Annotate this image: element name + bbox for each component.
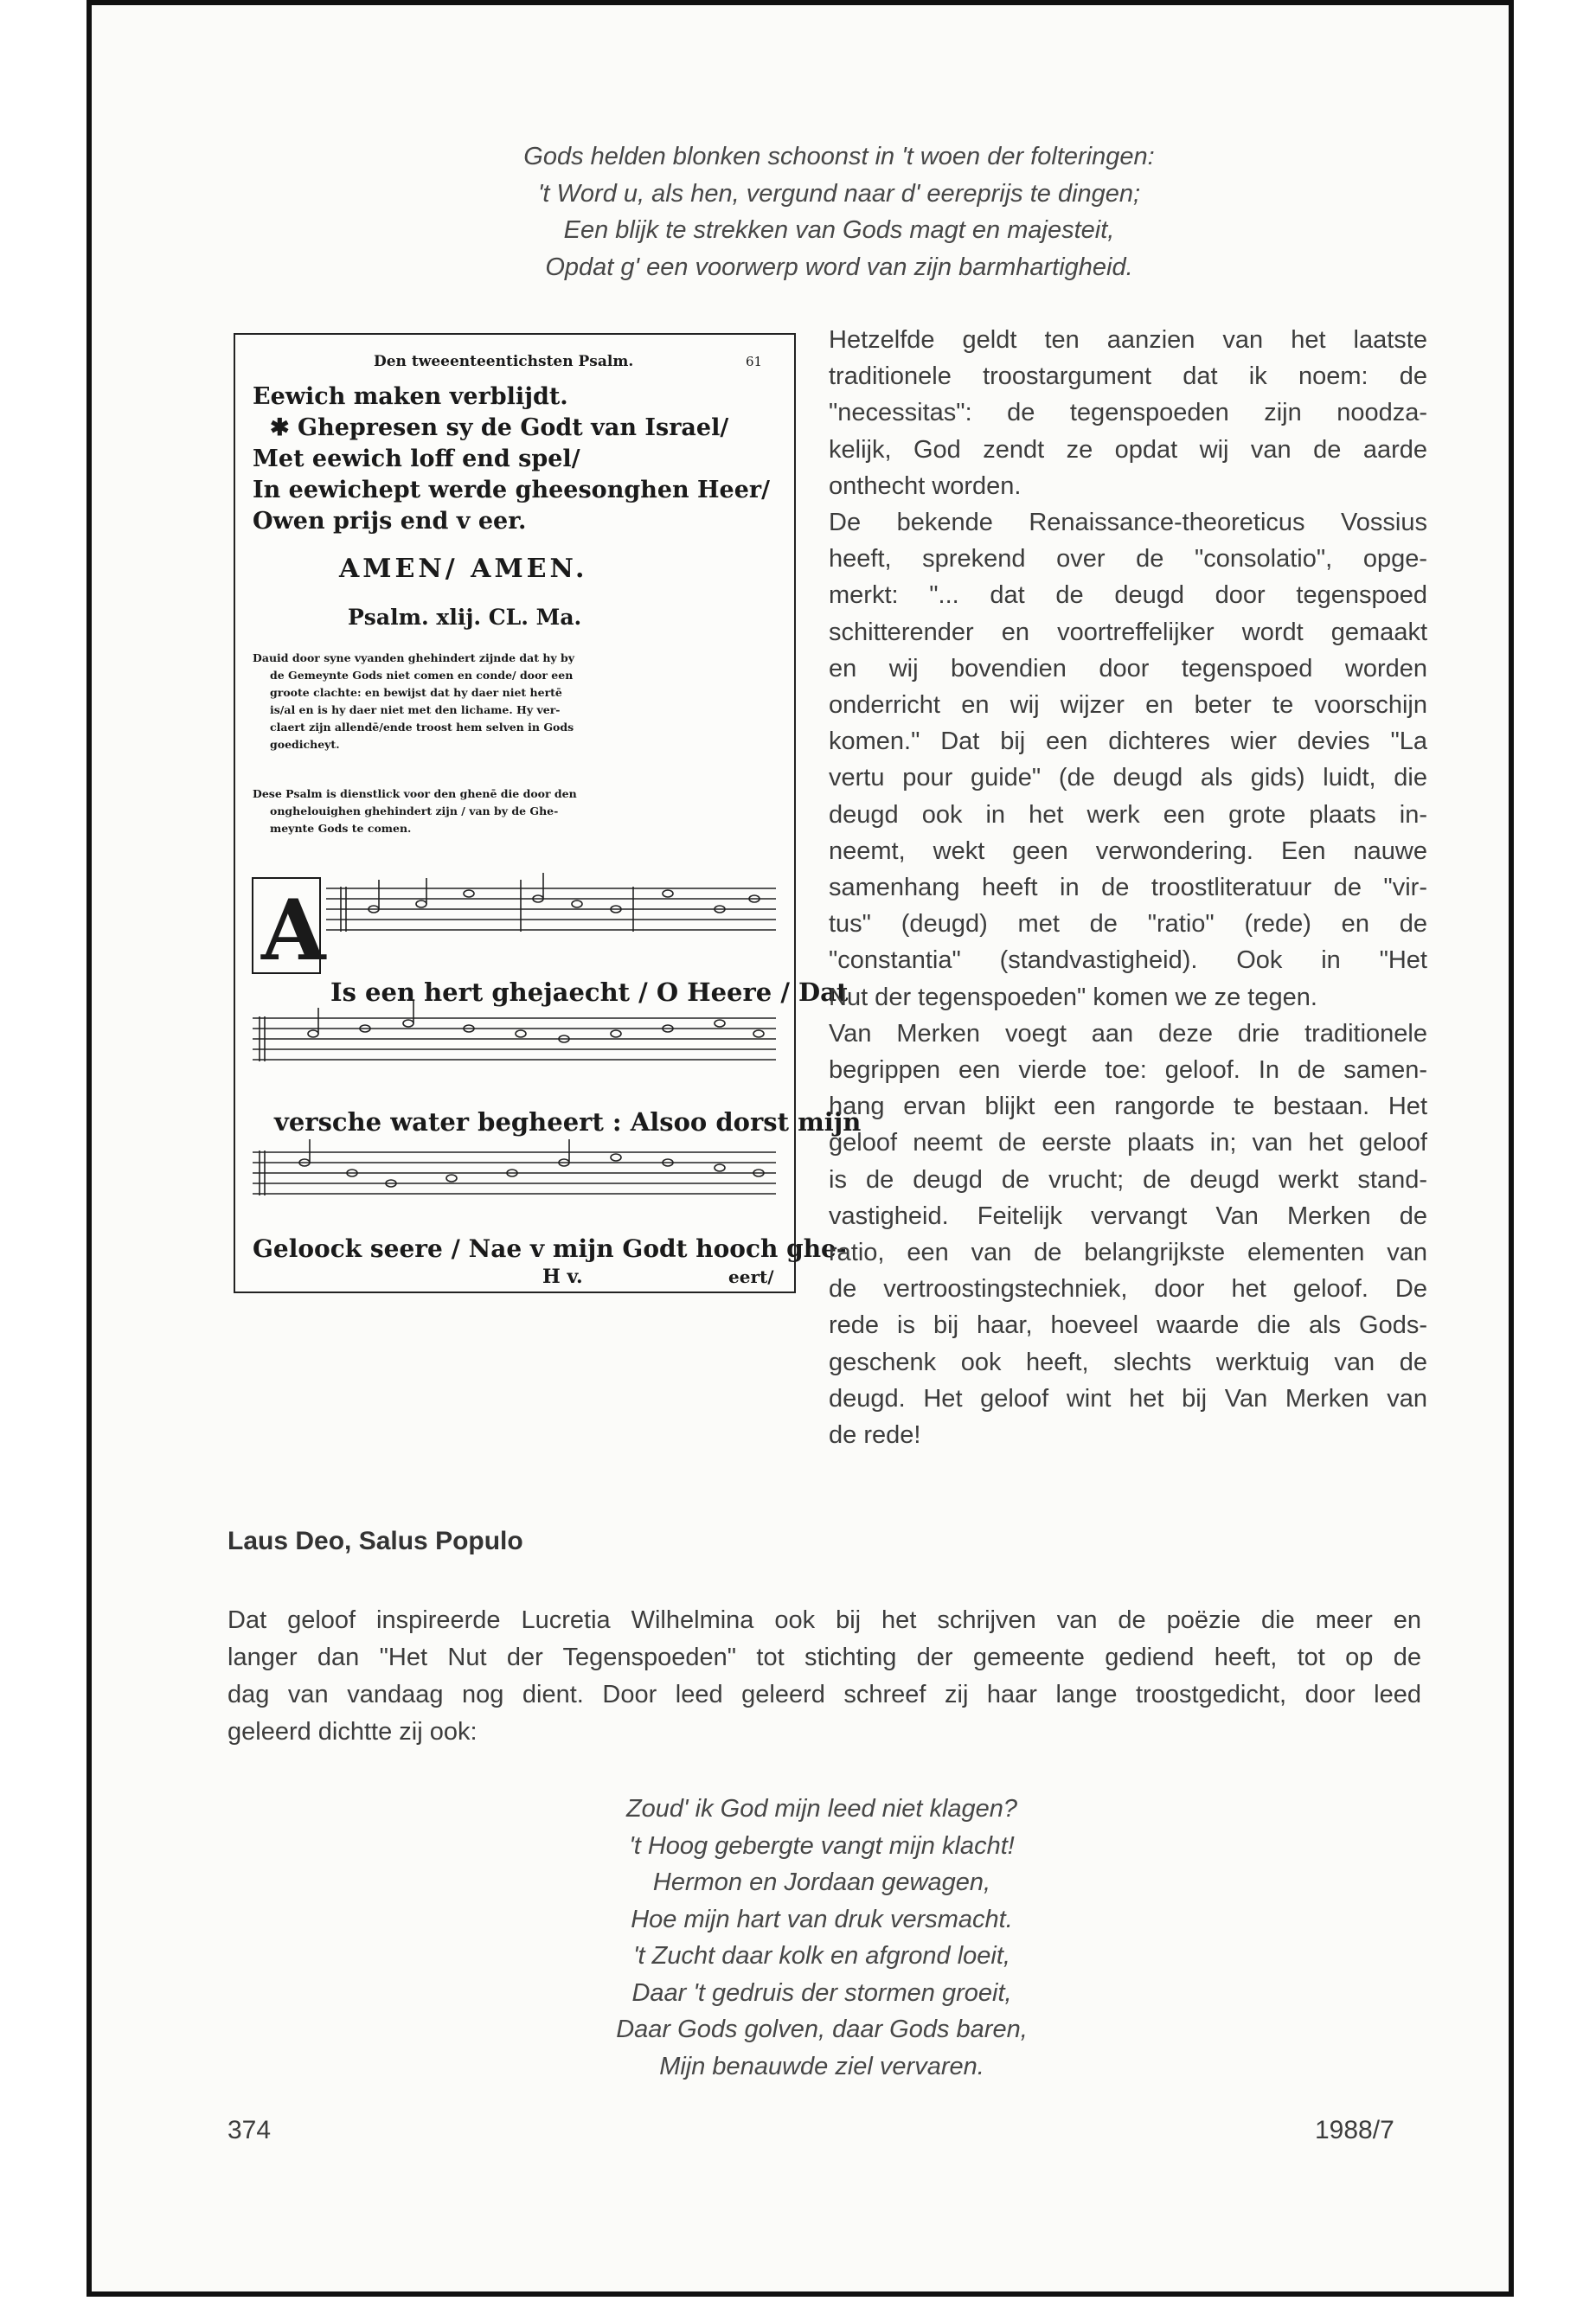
text-line: tus" (deugd) met de "ratio" (rede) en de — [829, 910, 1427, 939]
verse-line: 't Word u, als hen, vergund naar d' eereprijs te dingen; — [537, 179, 1141, 208]
text-line: heeft, sprekend over de "consolatio", opge- — [829, 545, 1427, 574]
music-notes — [369, 873, 760, 913]
facsimile-argument-line: goedicheyt. — [270, 738, 340, 751]
facsimile-argument-line: de Gemeynte Gods niet comen en conde/ door een — [270, 669, 574, 682]
page-number: 374 — [228, 2116, 272, 2144]
facsimile-argument-line: claert zijn allendē/ende troost hem selven in Gods — [270, 721, 574, 734]
text-line: onthecht worden. — [829, 471, 1022, 500]
verse-line: Hermon en Jordaan gewagen, — [652, 1868, 991, 1896]
text-line: Hetzelfde geldt ten aanzien van het laatste — [829, 326, 1427, 354]
facsimile-argument-line: Dauid door syne vyanden ghehindert zijnde dat hy by — [253, 651, 575, 664]
text-line: samenhang heeft in de troostliteratuur de "vir- — [829, 874, 1427, 902]
text-line: vertu pour guide" (de deugd als gids) luidt, die — [829, 764, 1427, 792]
text-line: neemt, wekt geen verwondering. Een nauwe — [829, 836, 1427, 865]
decorated-initial — [253, 878, 327, 979]
text-line: hang ervan blijkt een rangorde te bestaan. Het — [829, 1093, 1427, 1121]
facsimile-page-number: 61 — [746, 354, 763, 369]
opening-verse — [363, 138, 1315, 285]
initial-letter: A — [261, 881, 326, 979]
facsimile-amen: AMEN/ AMEN. — [339, 554, 588, 584]
text-line: schitterender en voortreffelijker wordt gemaakt — [829, 618, 1427, 646]
facsimile-argument-line: Dese Psalm is dienstlick voor den ghenē die door den — [253, 787, 577, 800]
text-line: Dat geloof inspireerde Lucretia Wilhelmina ook bij het schrijven van de poëzie die meer en — [228, 1606, 1421, 1634]
verse-line: Een blijk te strekken van Gods magt en majesteit, — [563, 216, 1115, 244]
psalm-facsimile — [234, 333, 862, 1293]
text-line: de vertroostingstechniek, door het geloof. De — [829, 1275, 1427, 1304]
facsimile-line: In eewichept werde gheesonghen Heer/ — [253, 477, 770, 503]
verse-line: Zoud' ik God mijn leed niet klagen? — [625, 1795, 1018, 1823]
facsimile-line: ✱ Ghepresen sy de Godt van Israel/ — [270, 414, 729, 441]
facsimile-line: Met eewich loff end spel/ — [253, 445, 580, 472]
text-line: onderricht en wij wijzer en beter te voorschijn — [829, 691, 1427, 720]
text-line: Van Merken voegt aan deze drie traditionele — [829, 1019, 1427, 1048]
text-line: geloof neemt de eerste plaats in; van het geloof — [829, 1129, 1427, 1157]
text-line: De bekende Renaissance-theoreticus Vossius — [829, 509, 1427, 537]
facsimile-psalm-ref: Psalm. xlij. CL. Ma. — [348, 605, 582, 630]
psalm-facsimile-svg — [235, 335, 862, 1292]
lyrics-continuation: eert/ — [728, 1266, 774, 1287]
facsimile-argument-line: onghelouighen ghehindert zijn / van by de Ghe- — [270, 804, 559, 817]
text-line: is de deugd de vrucht; de deugd werkt stand- — [829, 1165, 1427, 1194]
issue-number: 1988/7 — [1315, 2116, 1394, 2144]
facsimile-line: Owen prijs end v eer. — [253, 508, 527, 535]
music-staff — [253, 1150, 776, 1195]
text-line: deugd ook in het werk een grote plaats in- — [829, 800, 1427, 829]
lyrics-line: Is een hert ghejaecht / O Heere / Dat — [330, 977, 849, 1007]
verse-line: Mijn benauwde ziel vervaren. — [659, 2052, 984, 2080]
music-notes — [308, 1001, 764, 1042]
right-column-text — [829, 322, 1427, 1453]
facsimile-argument — [253, 651, 577, 835]
section-heading: Laus Deo, Salus Populo — [228, 1527, 523, 1555]
facsimile-argument-line: meynte Gods te comen. — [270, 822, 412, 835]
closing-verse — [493, 1791, 1151, 2085]
text-line: langer dan "Het Nut der Tegenspoeden" tot stichting der gemeente gediend heeft, tot op de — [228, 1644, 1421, 1671]
lyrics-line: versche water begheert : Alsoo dorst mijn — [274, 1107, 862, 1137]
text-line: merkt: "... dat de deugd door tegenspoed — [829, 581, 1427, 610]
text-line: traditionele troostargument dat ik noem: de — [829, 362, 1427, 391]
facsimile-argument-line: is/al en is hy daer niet met den lichame. Hy ver- — [270, 703, 561, 716]
text-line: vastigheid. Feitelijk vervangt Van Merken de — [829, 1202, 1427, 1230]
body-paragraph — [228, 1602, 1421, 1751]
text-line: "constantia" (standvastigheid). Ook in "Het — [829, 946, 1427, 975]
text-line: begrippen een vierde toe: geloof. In de samen- — [829, 1056, 1427, 1085]
music-staff — [326, 880, 776, 932]
text-line: de rede! — [829, 1421, 921, 1450]
text-line: en wij bovendien door tegenspoed worden — [829, 654, 1427, 683]
music-staff — [253, 1016, 776, 1061]
lyrics-continuation: H v. — [542, 1266, 583, 1288]
text-line: dag van vandaag nog dient. Door leed geleerd schreef zij haar lange troostgedicht, door leed — [228, 1681, 1421, 1708]
facsimile-argument-line: groote clachte: en bewijst dat hy daer niet hertē — [270, 686, 562, 699]
verse-line: Opdat g' een voorwerp word van zijn barmhartigheid. — [545, 253, 1133, 281]
text-line: komen." Dat bij een dichteres wier devies "La — [829, 727, 1427, 756]
text-line: geschenk ook heeft, slechts werktuig van de — [829, 1348, 1427, 1376]
verse-line: Gods helden blonken schoonst in 't woen der folteringen: — [523, 143, 1155, 170]
text-line: kelijk, God zendt ze opdat wij van de aarde — [829, 435, 1427, 464]
text-line: geleerd dichtte zij ook: — [228, 1718, 478, 1746]
verse-line: 't Hoog gebergte vangt mijn klacht! — [629, 1831, 1015, 1860]
facsimile-line: Eewich maken verblijdt. — [253, 383, 568, 410]
text-line: ratio, een van de belangrijkste elementen van — [829, 1239, 1427, 1267]
text-line: deugd. Het geloof wint het bij Van Merken van — [829, 1384, 1427, 1413]
verse-line: Hoe mijn hart van druk versmacht. — [631, 1905, 1013, 1933]
text-line: Nut der tegenspoeden" komen we ze tegen. — [829, 983, 1317, 1011]
text-line: "necessitas": de tegenspoeden zijn noodza- — [829, 399, 1427, 427]
verse-line: 't Zucht daar kolk en afgrond loeit, — [633, 1942, 1010, 1970]
verse-line: Daar 't gedruis der stormen groeit, — [631, 1978, 1012, 2007]
text-line: rede is bij haar, hoeveel waarde die als Gods- — [829, 1311, 1427, 1340]
facsimile-header: Den tweeenteentichsten Psalm. — [374, 353, 634, 370]
lyrics-line: Geloock seere / Nae v mijn Godt hooch ghe- — [253, 1234, 847, 1263]
verse-line: Daar Gods golven, daar Gods baren, — [616, 2016, 1028, 2043]
